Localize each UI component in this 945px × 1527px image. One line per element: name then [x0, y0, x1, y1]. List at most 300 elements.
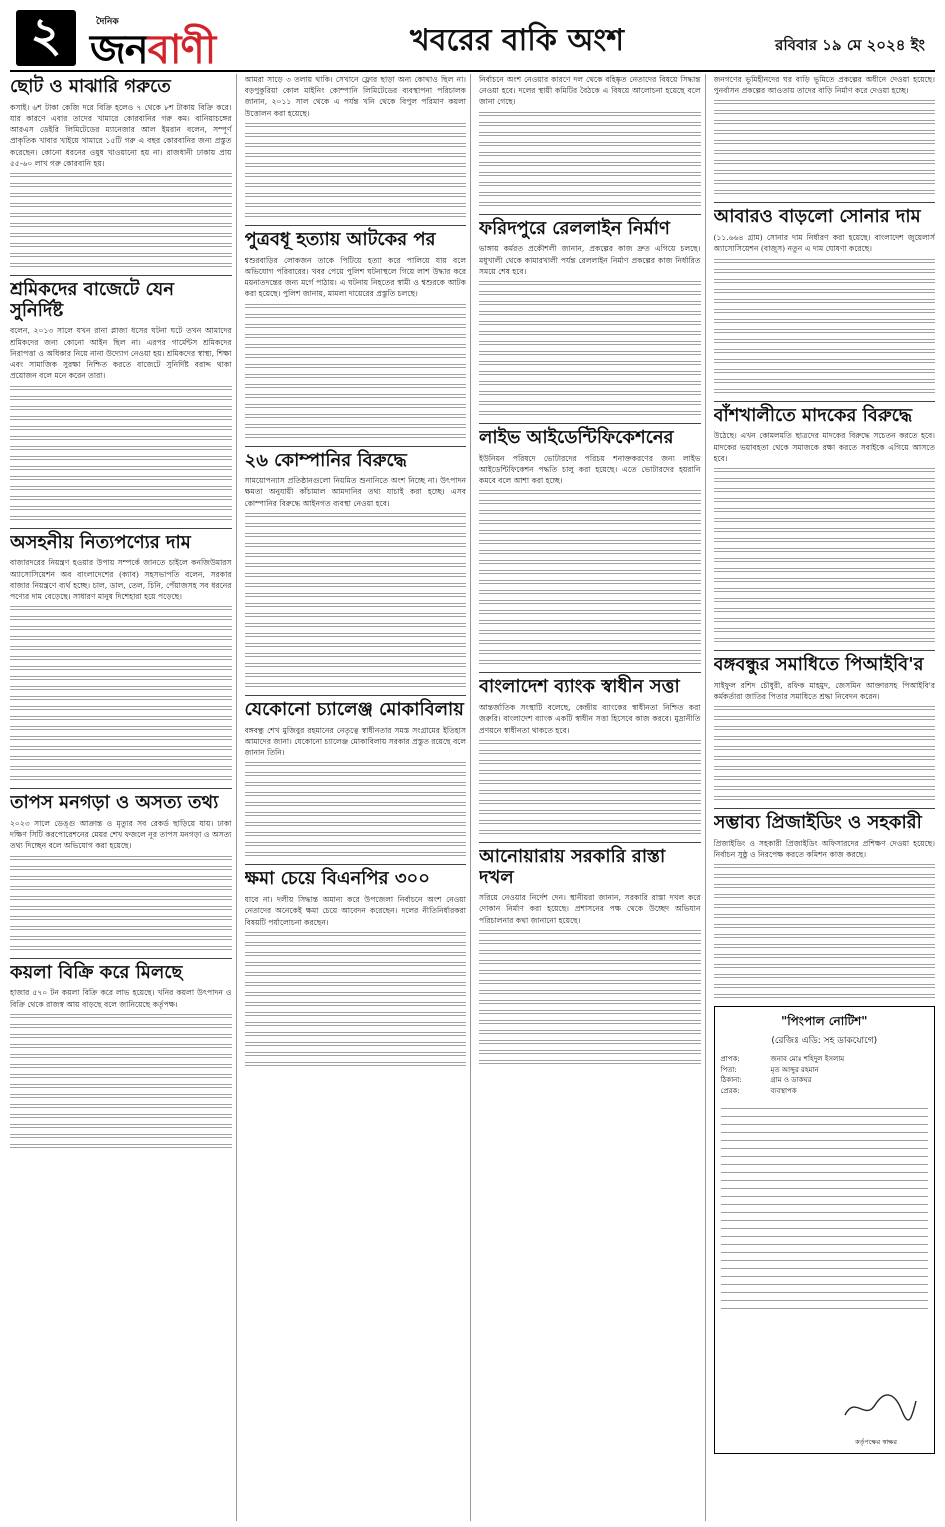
text-line: [479, 409, 701, 417]
story-body: সাইফুল রশিদ চৌধুরী, রফিক মাহমুদ, জেসমিন আক্তারসহ পিআইবি'র কর্মকর্তারা জাতির পিতার সমাধিতে শ্রদ্ধা নিবেদন করেন।: [713, 680, 935, 701]
text-line: [10, 934, 232, 942]
text-line: [10, 1062, 232, 1070]
notice-line: [721, 1144, 929, 1149]
text-line: [714, 576, 936, 584]
text-line: [479, 160, 701, 168]
text-line: [10, 434, 232, 442]
notice-row-value: গ্রাম ও ডাকঘর: [770, 1076, 812, 1085]
text-line: [714, 952, 936, 960]
notice-line: [721, 1112, 929, 1117]
news-story: [479, 423, 701, 666]
story-headline: ফরিদপুরে রেললাইন নির্মাণ: [479, 214, 701, 240]
text-line: [245, 990, 467, 998]
news-story: [479, 74, 701, 208]
text-line: [714, 626, 936, 634]
text-line: [245, 141, 467, 149]
text-line: [10, 1122, 232, 1130]
text-line: [714, 466, 936, 474]
story-body: (১১.৬৬৪ গ্রাম) সোনার দাম নির্ধারণ করা হয়েছে। বাংলাদেশ জুয়েলার্স অ্যাসোসিয়েশন (বাজুস) নতুন এ দাম ঘোষণা করেছে।: [713, 233, 935, 254]
text-line: [714, 257, 936, 265]
text-line: [245, 1030, 467, 1038]
text-line: [714, 98, 936, 106]
text-line: [10, 414, 232, 422]
text-line: [245, 302, 467, 310]
text-line: [479, 738, 701, 746]
text-line: [714, 536, 936, 544]
legal-notice: [714, 1006, 936, 1454]
text-line: [479, 349, 701, 357]
text-line: [245, 312, 467, 320]
text-line: [479, 998, 701, 1006]
text-line: [245, 800, 467, 808]
story-body: কসাই। ৬শ টাকা কেজি দরে বিক্রি হলেও ৭ থেকে ৮শ টাকায় বিক্রি করে। যার কারণে এবার তাদের খামারে কোরবানির গরু কম। বানিয়াচঙ্গের আরএস ডেইরি লিমিটেডের ম্যানেজার আল ইমরান বলেন, সম্পূর্ণ প্রাকৃতিক খাবার খাইয়ে খামারে ১৫টি গরু এ বছর কোরবানির জন্য প্রস্তুত করেছেন। কোনো ধরনের ওষুধ খাওয়ানো হয় না। রাজধানী ঢাকায় প্রায় ৫৫-৬০ লাখ গরু কোরবানি হয়।: [10, 102, 232, 168]
text-line: [714, 616, 936, 624]
text-line: [714, 774, 936, 782]
text-line: [479, 648, 701, 656]
text-line: [10, 914, 232, 922]
text-line: [479, 758, 701, 766]
text-line: [10, 634, 232, 642]
text-line: [10, 854, 232, 862]
text-line: [479, 190, 701, 198]
text-line: [479, 948, 701, 956]
text-line: [479, 359, 701, 367]
text-line: [479, 1028, 701, 1036]
section-title: খবরের বাকি অংশ: [410, 23, 624, 58]
news-story: [10, 275, 232, 522]
text-line: [714, 912, 936, 920]
story-body: বঙ্গবন্ধু শেখ মুজিবুর রহমানের নেতৃত্বে স্বাধীনতার সমস্ত সংগ্রামের ইতিহাস আমাদের জানা। যেকোনো চ্যালেঞ্জ মোকাবিলায় সরকার প্রস্তুত রয়েছে বলে জানান তিনি।: [244, 725, 467, 758]
text-line: [479, 538, 701, 546]
masthead: [10, 4, 935, 72]
text-line: [714, 357, 936, 365]
text-line: [10, 1022, 232, 1030]
text-line: [10, 614, 232, 622]
story-headline: ২৬ কোম্পানির বিরুদ্ধে: [245, 446, 467, 472]
text-line: [10, 201, 232, 209]
text-line: [245, 1010, 467, 1018]
text-line: [714, 892, 936, 900]
notice-body: [721, 1104, 929, 1309]
text-line: [245, 641, 467, 649]
text-line: [479, 170, 701, 178]
text-line: [714, 387, 936, 395]
text-line: [245, 382, 467, 390]
news-story: [714, 401, 936, 644]
signature-icon: [840, 1387, 920, 1427]
text-line: [245, 631, 467, 639]
text-line: [10, 774, 232, 782]
text-line: [10, 241, 232, 249]
text-line: [10, 654, 232, 662]
date-line: রবিবার ১৯ মে ২০২৪ ইং: [775, 36, 925, 54]
story-body: সরিয়ে নেওয়ার নির্দেশ দেন। স্থানীয়রা জানান, সরকারি রাস্তা দখল করে দোকান নির্মাণ করা হয়েছে। প্রশাসনের পক্ষ থেকে উচ্ছেদ অভিযান পরিচালনার কথা জানানো হয়েছে।: [479, 893, 701, 925]
text-line: [245, 151, 467, 159]
news-story: [714, 202, 936, 394]
notice-line: [721, 1184, 929, 1189]
text-line: [245, 810, 467, 818]
story-headline: ক্ষমা চেয়ে বিএনপির ৩০০: [245, 864, 467, 890]
text-line: [714, 566, 936, 574]
text-line: [245, 541, 467, 549]
text-line: [245, 1000, 467, 1008]
text-line: [479, 120, 701, 128]
text-line: [245, 432, 467, 440]
text-line: [479, 289, 701, 297]
notice-line: [721, 1256, 929, 1261]
text-line: [479, 568, 701, 576]
text-line: [714, 267, 936, 275]
text-line: [10, 231, 232, 239]
notice-line: [721, 1128, 929, 1133]
text-line: [10, 714, 232, 722]
text-line: [714, 546, 936, 554]
logo-prefix: দৈনিক: [96, 17, 119, 27]
notice-line: [721, 1280, 929, 1285]
notice-line: [721, 1232, 929, 1237]
news-story: [10, 77, 232, 269]
text-line: [10, 1072, 232, 1080]
notice-row-key: প্রেরক:: [720, 1086, 740, 1095]
story-body: হাজার ৫৭০ টন কয়লা বিক্রি করে লাভ হয়েছে। খনির কয়লা উৎপাদন ও বিক্রি থেকে রাজস্ব আয় বাড়ছে বলে জানিয়েছে কর্তৃপক্ষ।: [10, 988, 232, 1009]
text-line: [714, 784, 936, 792]
text-line: [479, 319, 701, 327]
logo-part-1: জন: [90, 26, 148, 73]
text-line: [479, 958, 701, 966]
text-line: [10, 1032, 232, 1040]
text-line: [714, 586, 936, 594]
text-line: [10, 251, 232, 259]
text-line: [714, 317, 936, 325]
text-line: [714, 754, 936, 762]
story-body: বাজারদরের নিয়ন্ত্রণ হওয়ার উপায় সম্পর্কে জানতে চাইলে কনজিউমারস অ্যাসোসিয়েশন অব বাংলাদেশের (ক্যাব) সহসভাপতি বলেন, সরকার বাজার নিয়ন্ত্রণে ব্যর্থ হচ্ছে। চাল, ডাল, তেল, চিনি, পেঁয়াজসহ সব ধরনের পণ্যের দাম বেড়েছে। সাধারণ মানুষ দিশেহারা হয়ে পড়েছে।: [10, 558, 232, 602]
text-line: [245, 621, 467, 629]
text-line: [479, 558, 701, 566]
text-line: [10, 644, 232, 652]
text-line: [714, 962, 936, 970]
text-line: [10, 514, 232, 522]
text-line: [714, 704, 936, 712]
text-line: [10, 444, 232, 452]
text-line: [245, 830, 467, 838]
text-line: [245, 191, 467, 199]
news-story: [10, 788, 232, 951]
text-line: [714, 862, 936, 870]
text-line: [479, 279, 701, 287]
story-body: ইউনিয়ন পরিষদে ভোটারদের পরিচয় শনাক্তকরণের জন্য লাইভ আইডেন্টিফিকেশন পদ্ধতি চালু করা হয়েছে। এতে ভোটারদের হয়রানি কমবে বলে আশা করা হচ্ছে।: [479, 453, 701, 486]
notice-row-value: ব্যবস্থাপক: [770, 1086, 797, 1095]
text-line: [479, 389, 701, 397]
notice-line: [721, 1160, 929, 1165]
text-line: [245, 591, 467, 599]
text-line: [245, 521, 467, 529]
text-line: [10, 394, 232, 402]
text-line: [714, 128, 936, 136]
text-line: [479, 180, 701, 188]
text-line: [245, 571, 467, 579]
text-line: [479, 828, 701, 836]
text-line: [245, 760, 467, 768]
text-line: [714, 367, 936, 375]
notice-line: [721, 1104, 929, 1109]
text-line: [714, 922, 936, 930]
text-line: [10, 1042, 232, 1050]
news-story: [479, 214, 701, 417]
text-line: [245, 950, 467, 958]
text-line: [245, 181, 467, 189]
story-headline: তাপস মনগড়া ও অসত্য তথ্য: [10, 788, 232, 814]
text-line: [245, 611, 467, 619]
text-line: [10, 171, 232, 179]
text-line: [714, 168, 936, 176]
story-body: প্রিজাইডিং ও সহকারী প্রিজাইডিং অফিসারদের প্রশিক্ষণ দেওয়া হয়েছে। নির্বাচন সুষ্ঠু ও নিরপেক্ষ করতে কমিশন কাজ করছে।: [713, 838, 935, 860]
text-line: [714, 476, 936, 484]
text-line: [10, 944, 232, 952]
text-line: [245, 201, 467, 209]
text-line: [479, 508, 701, 516]
notice-line: [721, 1176, 929, 1181]
text-line: [245, 1060, 467, 1068]
text-line: [479, 968, 701, 976]
text-line: [10, 754, 232, 762]
text-line: [714, 932, 936, 940]
text-line: [714, 347, 936, 355]
text-line: [714, 744, 936, 752]
text-line: [714, 872, 936, 880]
text-line: [245, 790, 467, 798]
column-1: [10, 74, 237, 1521]
text-line: [714, 496, 936, 504]
text-line: [714, 307, 936, 315]
notice-row-key: ঠিকানা:: [720, 1076, 742, 1085]
text-line: [479, 518, 701, 526]
story-headline: বঙ্গবন্ধুর সমাধিতে পিআইবি'র: [714, 650, 936, 676]
text-line: [479, 379, 701, 387]
news-story: [245, 446, 467, 689]
news-story: [714, 650, 936, 802]
text-line: [10, 181, 232, 189]
text-line: [479, 200, 701, 208]
news-story: [479, 672, 701, 835]
text-line: [10, 624, 232, 632]
news-story: [245, 695, 467, 858]
text-line: [479, 988, 701, 996]
story-headline: পুত্রবধূ হত্যায় আটকের পর: [245, 225, 467, 251]
text-line: [10, 1142, 232, 1150]
news-story: [10, 528, 232, 783]
text-line: [10, 1012, 232, 1020]
text-line: [10, 261, 232, 269]
text-line: [714, 277, 936, 285]
text-line: [714, 556, 936, 564]
text-line: [479, 808, 701, 816]
text-line: [479, 369, 701, 377]
text-line: [479, 1008, 701, 1016]
text-line: [714, 108, 936, 116]
notice-row: [721, 1065, 929, 1076]
text-line: [479, 1048, 701, 1056]
text-line: [245, 930, 467, 938]
story-body: জনগণের ভূমিহীনদের ঘর বাড়ি ভূমিতে প্রকল্পের অধীনে দেওয়া হয়েছে। পুনর্বাসন প্রকল্পের আওতায় তাদের বাড়ি নির্মাণ করে দেওয়া হচ্ছে।: [713, 75, 935, 96]
notice-line: [721, 1152, 929, 1157]
notice-line: [721, 1136, 929, 1141]
text-line: [10, 904, 232, 912]
text-line: [245, 161, 467, 169]
text-line: [10, 704, 232, 712]
text-line: [479, 150, 701, 158]
text-line: [479, 788, 701, 796]
text-line: [10, 454, 232, 462]
text-line: [245, 362, 467, 370]
text-line: [10, 1052, 232, 1060]
text-line: [245, 960, 467, 968]
text-line: [479, 399, 701, 407]
text-line: [479, 1018, 701, 1026]
text-line: [714, 724, 936, 732]
text-line: [10, 1132, 232, 1140]
text-line: [479, 548, 701, 556]
story-headline: আনোয়ারায় সরকারি রাস্তা দখল: [479, 842, 701, 888]
text-line: [714, 287, 936, 295]
text-line: [10, 884, 232, 892]
text-line: [10, 1112, 232, 1120]
text-line: [479, 140, 701, 148]
text-line: [245, 322, 467, 330]
text-line: [245, 561, 467, 569]
story-body: যাবে না। দলীয় সিদ্ধান্ত অমান্য করে উপজেলা নির্বাচনে অংশ নেওয়া নেতাদের অনেকেই ক্ষমা চেয়ে আবেদন করেছেন। দলের নীতিনির্ধারকরা বিষয়টি পর্যালোচনা করছেন।: [244, 895, 466, 927]
text-line: [714, 178, 936, 186]
text-line: [10, 724, 232, 732]
text-line: [245, 342, 467, 350]
text-line: [479, 1058, 701, 1066]
text-line: [10, 191, 232, 199]
notice-row: [721, 1075, 929, 1086]
text-line: [714, 377, 936, 385]
text-line: [245, 780, 467, 788]
text-line: [245, 850, 467, 858]
text-line: [714, 188, 936, 196]
notice-row-key: পিতা:: [720, 1065, 737, 1074]
text-line: [479, 488, 701, 496]
text-line: [479, 608, 701, 616]
notice-line: [721, 1208, 929, 1213]
news-story: [245, 74, 467, 219]
text-line: [714, 148, 936, 156]
text-line: [10, 1102, 232, 1110]
text-line: [245, 551, 467, 559]
text-line: [245, 412, 467, 420]
text-line: [479, 588, 701, 596]
page-number: ২: [16, 10, 76, 66]
text-line: [714, 158, 936, 166]
text-line: [10, 404, 232, 412]
text-line: [714, 794, 936, 802]
story-body: ভাঙ্গায় কর্মরত প্রকৌশলী জানান, প্রকল্পের কাজ দ্রুত এগিয়ে চলছে। মধুখালী থেকে কামারখালী পর্যন্ত রেললাইন নির্মাণ প্রকল্পের কাজ নির্ধারিত সময়ে শেষ হবে।: [479, 244, 701, 276]
text-line: [10, 484, 232, 492]
text-line: [245, 372, 467, 380]
notice-line: [721, 1240, 929, 1245]
notice-line: [721, 1168, 929, 1173]
newspaper-logo: [86, 10, 286, 73]
text-line: [714, 992, 936, 1000]
text-line: [245, 171, 467, 179]
text-line: [245, 770, 467, 778]
notice-line: [721, 1224, 929, 1229]
text-line: [479, 818, 701, 826]
news-story: [479, 842, 701, 1066]
text-line: [479, 1038, 701, 1046]
text-line: [479, 309, 701, 317]
text-line: [245, 681, 467, 689]
notice-title: "পিংপাল নোটিশ": [780, 1014, 868, 1029]
text-line: [714, 882, 936, 890]
text-line: [714, 506, 936, 514]
notice-row-value: মৃত আব্দুর রহমান: [770, 1065, 819, 1074]
notice-line: [721, 1264, 929, 1269]
text-line: [245, 1050, 467, 1058]
notice-row: [721, 1086, 929, 1097]
text-line: [245, 211, 467, 219]
text-line: [10, 211, 232, 219]
text-line: [10, 684, 232, 692]
text-line: [10, 694, 232, 702]
notice-line: [721, 1296, 929, 1301]
text-line: [10, 744, 232, 752]
notice-line: [721, 1200, 929, 1205]
text-line: [10, 864, 232, 872]
text-line: [479, 130, 701, 138]
notice-line: [721, 1304, 929, 1309]
story-headline: ছোট ও মাঝারি গরুতে: [10, 76, 171, 97]
story-body: আমরা সাড়ে ৩ তলায় থাকি। সেখানে ফ্লোর ছাড়া অন্য কোথাও ছিল না। বড়পুকুরিয়া কোল মাইনিং কোম্পানি লিমিটেডের ব্যবস্থাপনা পরিচালক জানান, ২০১১ সাল থেকে এ পর্যন্ত খনি থেকে বিপুল পরিমাণ কয়লা উত্তোলন করা হয়েছে।: [244, 75, 466, 118]
text-line: [714, 596, 936, 604]
text-line: [714, 118, 936, 126]
text-line: [479, 598, 701, 606]
text-line: [245, 1020, 467, 1028]
story-headline: লাইভ আইডেন্টিফিকেশনের: [479, 423, 701, 449]
story-headline: যেকোনো চ্যালেঞ্জ মোকাবিলায়: [245, 695, 467, 721]
text-line: [10, 221, 232, 229]
text-line: [479, 778, 701, 786]
text-line: [245, 820, 467, 828]
text-line: [479, 658, 701, 666]
story-body: সাময়োপন্যাস প্রতিষ্ঠানগুলো নিয়মিত শুনানিতে অংশ নিচ্ছে না। উৎপাদন ক্ষমতা অনুযায়ী কাঁচামাল আমদানির তথ্য যাচাই করা হচ্ছে। এসব কোম্পানির বিরুদ্ধে আইনগত ব্যবস্থা নেওয়া হবে।: [244, 476, 466, 508]
text-line: [479, 329, 701, 337]
text-line: [479, 578, 701, 586]
notice-line: [721, 1272, 929, 1277]
text-line: [479, 618, 701, 626]
text-line: [10, 424, 232, 432]
story-body: শ্বশুরবাড়ির লোকজন তাকে পিটিয়ে হত্যা করে পালিয়ে যায় বলে অভিযোগ পরিবারের। খবর পেয়ে পুলিশ ঘটনাস্থলে গিয়ে লাশ উদ্ধার করে ময়নাতদন্তের জন্য মর্গে পাঠায়। এ ঘটনায় নিহতের স্বামী ও শ্বশুরকে আটক করা হয়েছে। পুলিশ জানায়, মামলা দায়েরের প্রস্তুতি চলছে।: [244, 255, 466, 299]
text-line: [245, 581, 467, 589]
text-line: [245, 511, 467, 519]
text-line: [10, 474, 232, 482]
story-headline: শ্রমিকদের বাজেটে যেন সুনির্দিষ্ট: [10, 275, 232, 321]
news-story: [245, 864, 467, 1067]
notice-line: [721, 1216, 929, 1221]
news-story: [714, 808, 936, 1000]
text-line: [245, 531, 467, 539]
text-line: [714, 337, 936, 345]
story-headline: বাংলাদেশ ব্যাংক স্বাধীন সত্তা: [479, 672, 701, 698]
text-line: [479, 528, 701, 536]
text-line: [714, 297, 936, 305]
text-line: [714, 764, 936, 772]
text-line: [245, 840, 467, 848]
story-headline: বাঁশখালীতে মাদকের বিরুদ্ধে: [714, 401, 936, 427]
text-line: [245, 1040, 467, 1048]
notice-line: [721, 1248, 929, 1253]
